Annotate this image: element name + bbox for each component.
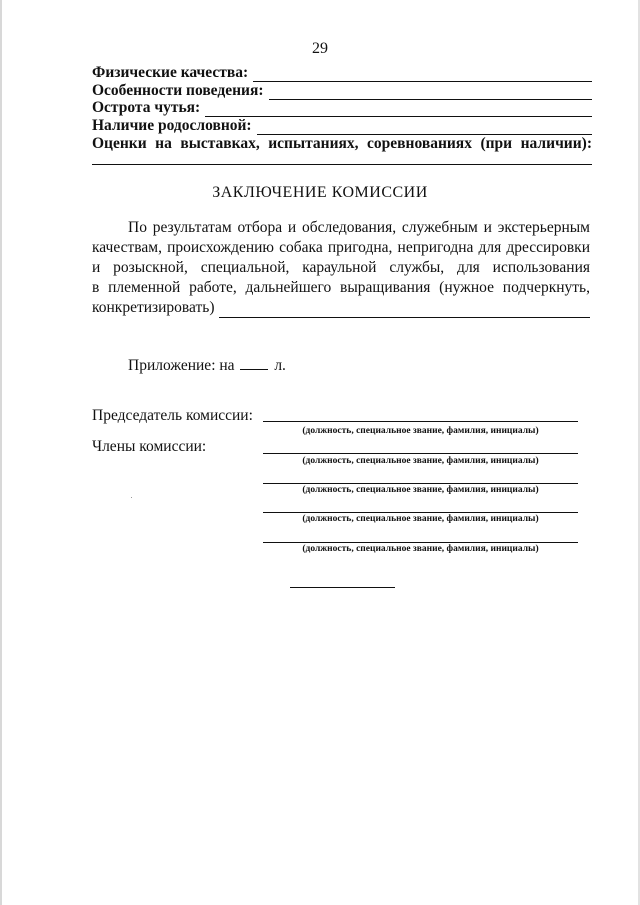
member-signature-line[interactable]	[263, 528, 578, 543]
chairman-signature-line[interactable]	[263, 407, 578, 422]
conclusion-last-line	[92, 298, 590, 318]
signature-caption: (должность, специальное звание, фамилия, инициалы)	[302, 456, 539, 466]
signature-caption: (должность, специальное звание, фамилия, инициалы)	[302, 544, 539, 554]
field-physical-qualities	[92, 64, 592, 82]
conclusion-line: По результатам отбора и обследования, служебным и экстерьерным	[128, 219, 590, 236]
field-behavior	[92, 82, 592, 100]
conclusion-line: в племенной работе, дальнейшего выращивания (нужное подчеркнуть,	[92, 279, 590, 296]
attachment-prefix: Приложение: на	[128, 357, 235, 374]
field-physical-qualities-label: Физические качества:	[92, 64, 249, 81]
field-behavior-label: Особенности поведения:	[92, 82, 264, 99]
attachment-line	[128, 357, 286, 375]
field-ratings-blank[interactable]	[92, 150, 592, 165]
attachment-suffix: л.	[274, 357, 286, 374]
conclusion-line: и розыскной, специальной, караульной службы, для использования	[92, 259, 590, 276]
signature-caption: (должность, специальное звание, фамилия, инициалы)	[302, 426, 539, 436]
conclusion-line: качествам, происхождению собака пригодна, непригодна для дрессировки	[92, 239, 590, 256]
field-scent	[92, 99, 592, 117]
conclusion-blank[interactable]	[219, 303, 590, 318]
conclusion-line: конкретизировать)	[92, 299, 215, 316]
field-pedigree	[92, 117, 592, 135]
page-number: 29	[312, 40, 328, 57]
field-pedigree-label: Наличие родословной:	[92, 117, 252, 134]
signature-caption: (должность, специальное звание, фамилия, инициалы)	[302, 485, 539, 495]
field-scent-blank[interactable]	[205, 102, 592, 117]
scan-speck	[131, 497, 132, 498]
attachment-pages-blank[interactable]	[240, 369, 268, 370]
end-divider-line	[290, 587, 395, 588]
member-signature-line[interactable]	[263, 439, 578, 454]
chairman-label: Председатель комиссии:	[92, 407, 253, 424]
conclusion-heading: ЗАКЛЮЧЕНИЕ КОМИССИИ	[212, 184, 428, 201]
member-signature-line[interactable]	[263, 498, 578, 513]
field-ratings-label: Оценки на выставках, испытаниях, соревнованиях (при наличии):	[92, 135, 592, 152]
member-signature-line[interactable]	[263, 469, 578, 484]
field-behavior-blank[interactable]	[269, 85, 593, 100]
field-physical-qualities-blank[interactable]	[253, 67, 592, 82]
field-scent-label: Острота чутья:	[92, 99, 201, 116]
field-pedigree-blank[interactable]	[257, 120, 592, 135]
signature-caption: (должность, специальное звание, фамилия, инициалы)	[302, 514, 539, 524]
page-left-edge	[0, 0, 2, 905]
members-label: Члены комиссии:	[92, 438, 207, 455]
conclusion-paragraph	[92, 218, 590, 318]
